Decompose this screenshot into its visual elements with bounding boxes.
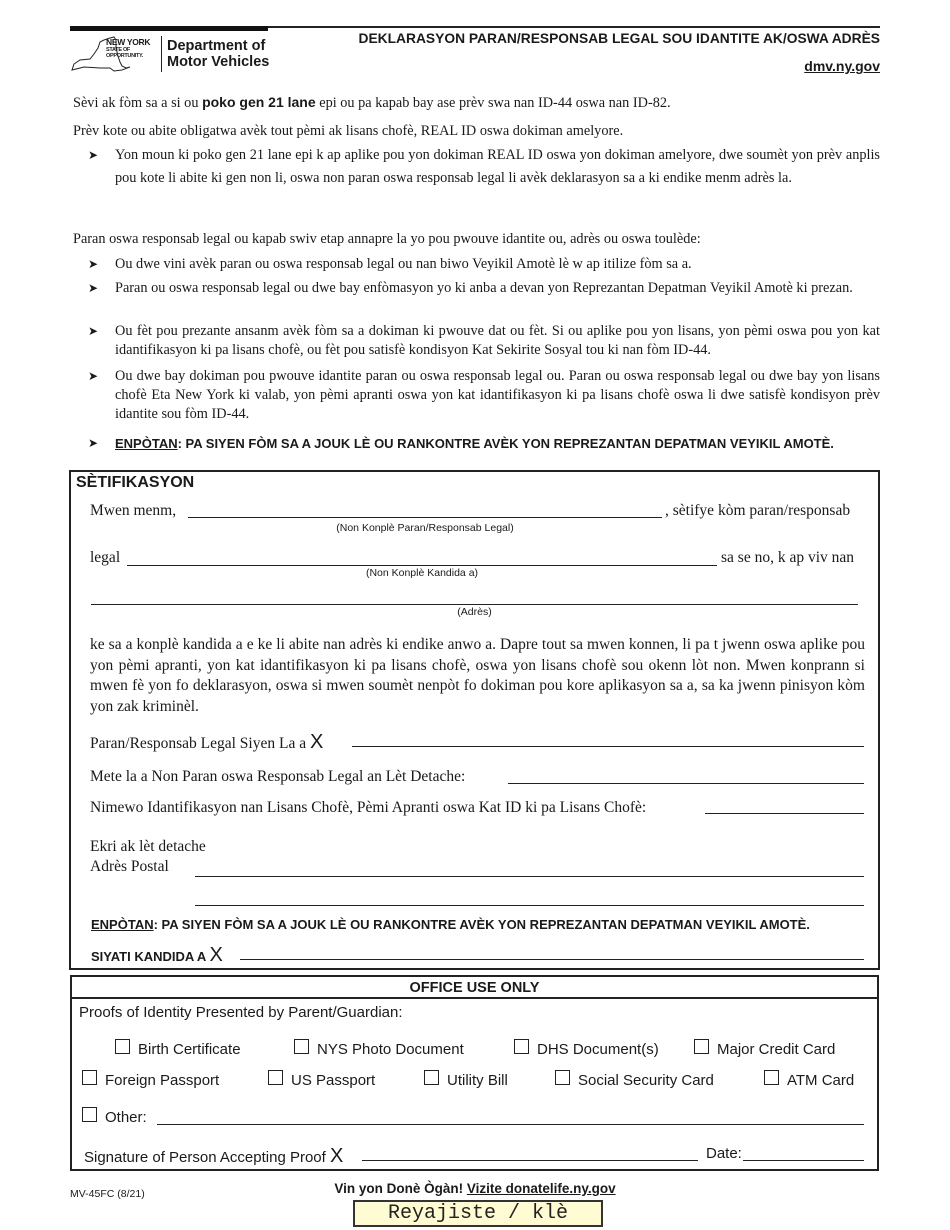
print-name-label: Mete la a Non Paran oswa Responsab Legal an Lèt Detache: (90, 768, 466, 785)
checkbox-atm-card[interactable] (764, 1072, 854, 1089)
checkbox-square[interactable] (424, 1070, 439, 1085)
accepting-signature-field[interactable] (362, 1160, 698, 1161)
checkbox-label: Foreign Passport (105, 1072, 220, 1089)
date-field[interactable] (743, 1160, 864, 1161)
intro-p1-b: epi ou pa kapab bay ase prèv swa nan ID-44 oswa nan ID-82. (315, 95, 671, 111)
intro-warning (88, 434, 880, 453)
candidate-signature-label (91, 944, 223, 967)
checkbox-utility-bill[interactable] (424, 1072, 508, 1089)
logo-line2: STATE OF (106, 47, 130, 53)
office-use-heading: OFFICE USE ONLY (72, 977, 877, 999)
dept-line2: Motor Vehicles (167, 54, 270, 70)
checkbox-label: Major Credit Card (717, 1041, 836, 1058)
cert-warning-text: : PA SIYEN FÒM SA A JOUK LÈ OU RANKONTRE AVÈK YON REPREZANTAN DEPATMAN VEYIKIL AMOTÈ. (153, 917, 810, 932)
candidate-sig-x-mark: X (209, 944, 223, 966)
postal-label-line2: Adrès Postal (90, 858, 169, 875)
intro-paragraph-2: Prèv kote ou abite obligatwa avèk tout pèmi ak lisans chofè, REAL ID oswa dokiman amelyore. (73, 123, 624, 139)
other-field[interactable] (157, 1124, 864, 1125)
checkbox-square[interactable] (694, 1039, 709, 1054)
donate-text: Vin yon Donè Ògàn! (334, 1181, 467, 1196)
id-number-label: Nimewo Idantifikasyon nan Lisans Chofè, Pèmi Apranti oswa Kat ID ki pa Lisans Chofè: (90, 799, 647, 816)
logo-line3: OPPORTUNITY. (106, 53, 144, 59)
certification-section (69, 470, 880, 970)
checkbox-label: Other: (105, 1109, 147, 1126)
candidate-signature-text: SIYATI KANDIDA A (91, 949, 206, 964)
intro-warning-text: : PA SIYEN FÒM SA A JOUK LÈ OU RANKONTRE AVÈK YON REPREZANTAN DEPATMAN VEYIKIL AMOTÈ. (177, 436, 834, 451)
caption-address: (Adrès) (457, 606, 492, 618)
intro-bullet-3: ➤ Paran ou oswa responsab legal ou dwe bay enfòmasyon yo ki anba a devan yon Reprezantan Depatman Veyikil Amotè ki prezan. (88, 279, 880, 298)
checkbox-major-credit-card[interactable] (694, 1041, 835, 1058)
sig-accepting-text: Signature of Person Accepting Proof (84, 1149, 326, 1166)
cert-legal: legal (90, 549, 121, 566)
sig-parent-text: Paran/Responsab Legal Siyen La a (90, 735, 307, 752)
intro-bullet-2: ➤ Ou dwe vini avèk paran ou oswa responsab legal ou nan biwo Veyikil Amotè lè w ap itilize fòm sa a. (88, 255, 880, 274)
candidate-signature-field[interactable] (240, 959, 864, 960)
checkbox-dhs-documents[interactable] (514, 1041, 659, 1058)
cert-warning-label: ENPÒTAN (91, 917, 154, 932)
intro-paragraph-1 (73, 92, 881, 113)
intro-p1-bold: poko gen 21 lane (202, 94, 316, 110)
certification-title: SÈTIFIKASYON (76, 474, 195, 491)
intro-bullet-5: ➤ Ou dwe bay dokiman pou pwouve idantite paran ou oswa responsab legal ou. Paran ou oswa responsab legal ou dwe bay yon lisans chofè Eta New York ki valab, yon pèmi apranti oswa yon kat idantifikasyon ki pa lisans chofè oswa li dwe satisfè kondisyon prèv idantite sou fòm ID-44. (88, 367, 880, 424)
cert-warning (91, 917, 810, 932)
id-number-field[interactable] (705, 813, 864, 814)
intro-bullet-4: ➤ Ou fèt pou prezante ansanm avèk fòm sa a dokiman ki pwouve dat ou fèt. Si ou aplike pou yon lisans, yon pèmi oswa pou yon kat idantifikasyon ki pa lisans chofè, ou fèt pou satisfè kondisyon Kat Sekirite Sosyal tou ki nan fòm ID-44. (88, 322, 880, 360)
nys-logo-text (106, 38, 150, 59)
certification-statement: ke sa a konplè kandida a e ke li abite nan adrès ki endike anwo a. Dapre tout sa mwen konnen, li pa t jwenn oswa aplike pou yon pèmi apranti, yon kat idantifikasyon ki pa lisans chofè, oswa yon lisans chofè sou okenn lòt non. Mwen konprann si mwen fè yon fo deklarasyon, oswa si mwen soumèt nenpòt fo dokiman pou kore aplikasyon sa a, sa ka jwenn pinisyon kòm yon zak kriminèl. (90, 636, 865, 715)
intro-bullet-1: ➤ Yon moun ki poko gen 21 lane epi k ap aplike pou yon dokiman REAL ID oswa yon dokiman amelyore, dwe soumèt yon prèv anplis pou kote li abite ki gen non li, oswa non paran oswa responsab legal li avèk deklarasyon sa a ki endike menm adrès la. (88, 144, 880, 190)
intro-warning-label: ENPÒTAN (115, 436, 178, 451)
postal-address-field-2[interactable] (195, 905, 864, 906)
checkbox-nys-photo-document[interactable] (294, 1041, 464, 1058)
parent-signature-field[interactable] (352, 746, 864, 747)
cert-sa-se-no: sa se no, k ap viv nan (721, 549, 855, 566)
checkbox-label: Utility Bill (447, 1072, 508, 1089)
donate-life-notice (0, 1181, 950, 1196)
checkbox-square[interactable] (82, 1070, 97, 1085)
postal-label-line1: Ekri ak lèt detache (90, 838, 206, 855)
address-field[interactable] (91, 604, 858, 605)
checkbox-us-passport[interactable] (268, 1072, 375, 1089)
form-number: MV-45FC (8/21) (70, 1188, 145, 1200)
caption-candidate-name: (Non Konplè Kandida a) (365, 567, 479, 579)
date-label: Date: (706, 1145, 742, 1162)
logo-divider (161, 36, 162, 72)
parent-name-field[interactable] (188, 517, 662, 518)
cert-setifye: , sètifye kòm paran/responsab (665, 502, 851, 519)
checkbox-square[interactable] (115, 1039, 130, 1054)
checkbox-label: Birth Certificate (138, 1041, 241, 1058)
header-rule-thick (70, 26, 268, 31)
checkbox-social-security-card[interactable] (555, 1072, 714, 1089)
checkbox-label: DHS Document(s) (537, 1041, 659, 1058)
checkbox-square[interactable] (82, 1107, 97, 1122)
document-title: DEKLARASYON PARAN/RESPONSAB LEGAL SOU IDANTITE AK/OSWA ADRÈS (358, 31, 880, 46)
accepting-sig-x-mark: X (330, 1145, 344, 1167)
checkbox-square[interactable] (514, 1039, 529, 1054)
dept-line1: Department of (167, 38, 266, 54)
intro-p1-a: Sèvi ak fòm sa a si ou (73, 95, 203, 111)
reset-clear-button[interactable]: Reyajiste / klè (353, 1200, 603, 1227)
candidate-name-field[interactable] (127, 565, 717, 566)
sig-x-mark: X (309, 731, 324, 753)
sig-accepting-label (84, 1145, 343, 1168)
checkbox-square[interactable] (294, 1039, 309, 1054)
checkbox-square[interactable] (764, 1070, 779, 1085)
caption-parent-name: (Non Konplè Paran/Responsab Legal) (336, 522, 514, 534)
proofs-label: Proofs of Identity Presented by Parent/Guardian: (79, 1004, 403, 1021)
cert-mwen-menm: Mwen menm, (90, 502, 177, 519)
logo-line1: NEW YORK (106, 37, 151, 47)
intro-paragraph-3: Paran oswa responsab legal ou kapab swiv etap annapre la yo pou pwouve idantite ou, adrès ou oswa toulède: (73, 231, 701, 247)
sig-parent-label (90, 731, 323, 754)
checkbox-label: NYS Photo Document (317, 1041, 464, 1058)
dmv-url-link[interactable]: dmv.ny.gov (804, 58, 880, 74)
checkbox-square[interactable] (268, 1070, 283, 1085)
checkbox-label: US Passport (291, 1072, 376, 1089)
checkbox-birth-certificate[interactable] (115, 1041, 241, 1058)
checkbox-label: Social Security Card (578, 1072, 714, 1089)
dmv-dept-name (167, 38, 269, 70)
checkbox-square[interactable] (555, 1070, 570, 1085)
donate-link[interactable]: Vizite donatelife.ny.gov (466, 1181, 616, 1196)
checkbox-foreign-passport[interactable] (82, 1072, 219, 1089)
checkbox-label: ATM Card (787, 1072, 855, 1089)
postal-address-field-1[interactable] (195, 876, 864, 877)
checkbox-other[interactable] (82, 1109, 147, 1126)
print-name-field[interactable] (508, 783, 864, 784)
